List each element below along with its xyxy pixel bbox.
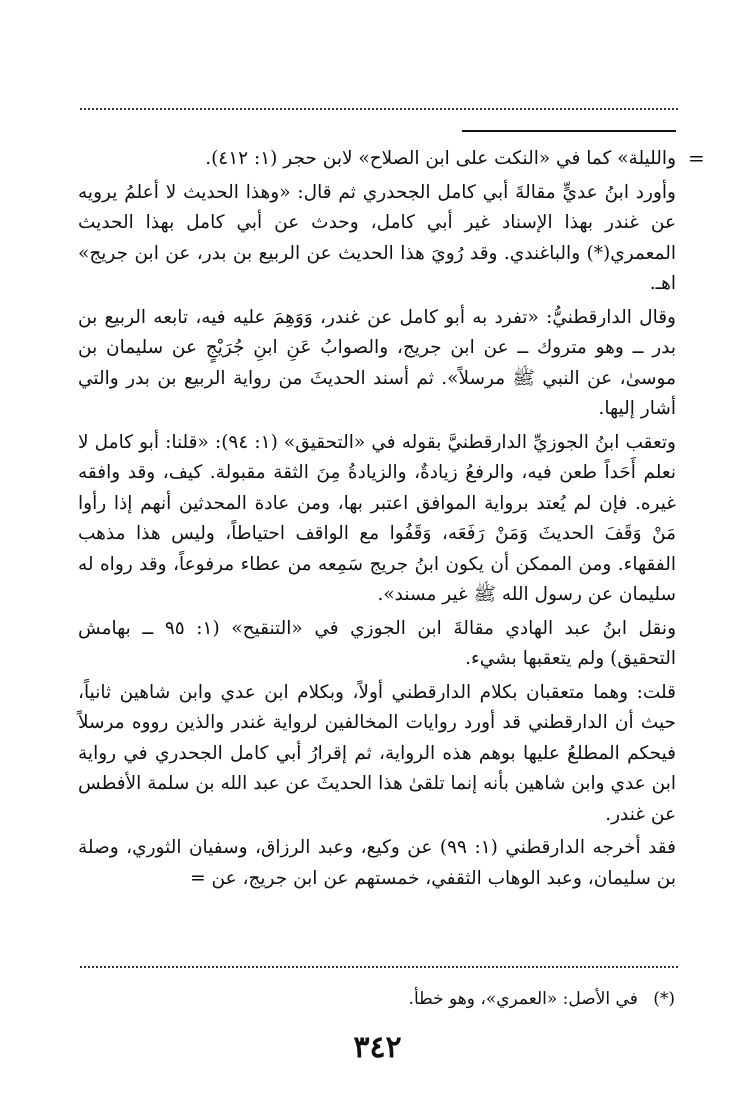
paragraph-5: ونقل ابنُ عبد الهادي مقالةَ ابن الجوزي في «التنقيح» (١: ٩٥ ــ بهامش التحقيق) ولم يتعقبها بشيء. — [78, 617, 676, 669]
main-text — [78, 144, 676, 897]
paragraph-2: وأورد ابنُ عديٍّ مقالةَ أبي كامل الجحدري ثم قال: «وهذا الحديث لا أعلمُ يرويه عن غندر بهذا الإسناد غير أبي كامل، وحدث عن أبي كامل بهذا الحديث المعمري(*) والباغندي. وقد رُويَ هذا الحديث عن الربيع بن بدر، عن ابن جريج» اهـ. — [78, 181, 676, 294]
top-dotted-rule — [80, 108, 678, 110]
paragraph-1: والليلة» كما في «النكت على ابن الصلاح» لابن حجر (١: ٤١٢). — [205, 148, 676, 169]
footnote-marker: (*) — [653, 989, 675, 1009]
paragraph-6: قلت: وهما متعقبان بكلام الدارقطني أولاً، وبكلام ابن عدي وابن شاهين ثانياً، حيث أن الدارقطني قد أورد روايات المخالفين لرواية غندر والذين رووه مرسلاً فيحكم المطلعُ عليها بوهم هذه الرواية، ثم إقرارُ أبي كامل الجحدري في رواية ابن عدي وابن شاهين بأنه إنما تلقىٰ هذا الحديثَ عن عبد الله بن سلمة الأفطس عن غندر. — [78, 681, 676, 825]
paragraph-7: فقد أخرجه الدارقطني (١: ٩٩) عن وكيع، وعبد الرزاق، وسفيان الثوري، وصلة بن سليمان، وعبد الوهاب الثقفي، خمستهم عن ابن جريج، عن = — [78, 837, 676, 889]
continuation-mark-top: = — [688, 146, 705, 170]
footnote-dotted-rule — [80, 966, 678, 968]
paragraph-4: وتعقب ابنُ الجوزيِّ الدارقطنيَّ بقوله في «التحقيق» (١: ٩٤): «قلنا: أبو كامل لا نعلم أَحَداً طعن فيه، والرفعُ زيادةٌ، والزيادةُ مِنَ الثقة مقبولة. كيف، وقد وافقه غيره. فإن لم يُعتد برواية الموافق اعتبر بها، ومن عادة المحدثين أنهم إذا رأوا مَنْ وَقَفَ الحديثَ وَمَنْ رَفَعَه، وَقَفُوا مع الواقف احتياطاً، وليس هذا مذهب الفقهاء. ومن الممكن أن يكون ابنُ جريج سَمِعه من عطاء مرفوعاً، وقد رواه له سليمان عن رسول الله ﷺ غير مسند». — [78, 431, 676, 605]
section-rule — [462, 130, 676, 132]
footnote-text: في الأصل: «العمري»، وهو خطأ. — [408, 989, 638, 1009]
paragraph-3: وقال الدارقطنيُّ: «تفرد به أبو كامل عن غندر، وَوَهِمَ عليه فيه، تابعه الربيع بن بدر ــ وهو متروك ــ عن ابن جريج، والصوابُ عَنِ ابنِ جُرَيْجٍ عن سليمان بن موسىٰ، عن النبي ﷺ مرسلاً». ثم أسند الحديثَ من رواية الربيع بن بدر والتي أشار إليها. — [78, 306, 676, 419]
page-number: ٣٤٢ — [353, 1030, 402, 1065]
footnote — [77, 986, 675, 1012]
